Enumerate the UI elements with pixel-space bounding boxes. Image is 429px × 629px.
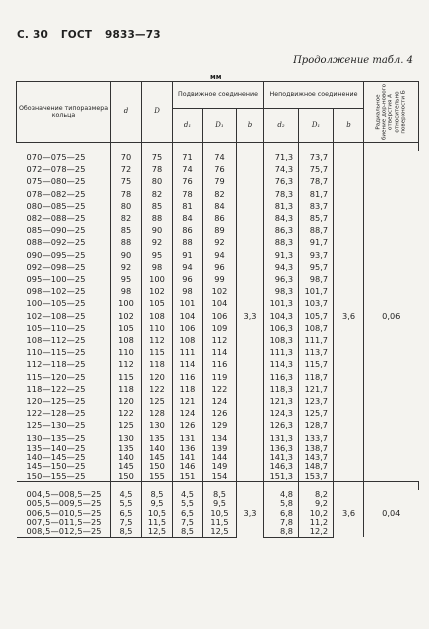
D1-fixed-value: 123,7: [299, 395, 334, 407]
D1-fixed-value: 111,7: [299, 334, 334, 346]
ring-size-designation: 004,5—008,5—25: [17, 490, 111, 499]
D-value: 118: [142, 358, 173, 370]
D1-fixed-value: 128,7: [299, 419, 334, 431]
d-value: 150: [111, 472, 142, 482]
standard-number: 9833—73: [104, 29, 161, 41]
D-value: 120: [142, 371, 173, 383]
D-value: 150: [142, 462, 173, 471]
D-value: 155: [142, 472, 173, 482]
d1-value: 126: [173, 419, 203, 431]
D-value: 110: [142, 322, 173, 334]
page-header: [17, 29, 170, 41]
d2-value: 124,3: [264, 407, 299, 419]
d-value: 118: [111, 383, 142, 395]
d-value: 70: [111, 151, 142, 163]
table-body: [17, 143, 419, 538]
ring-size-designation: 088—092—25: [17, 236, 111, 248]
D1-fixed-value: 95,7: [299, 261, 334, 273]
D1-fixed-value: 153,7: [299, 472, 334, 482]
d1-value: 7,5: [173, 518, 203, 527]
D1-fixed-value: 93,7: [299, 249, 334, 261]
d1-value: 124: [173, 407, 203, 419]
d-value: 100: [111, 297, 142, 309]
d2-value: 6,8: [264, 509, 299, 518]
d2-value: 94,3: [264, 261, 299, 273]
d-value: 145: [111, 462, 142, 471]
table-continuation-caption: Продолжение табл. 4: [293, 55, 413, 66]
ring-size-designation: 122—128—25: [17, 407, 111, 419]
D1-movable-value: 92: [203, 236, 237, 248]
d-value: 115: [111, 371, 142, 383]
D-value: 128: [142, 407, 173, 419]
ring-size-designation: 007,5—011,5—25: [17, 518, 111, 527]
ring-size-designation: 105—110—25: [17, 322, 111, 334]
ring-size-designation: 102—108—25: [17, 310, 111, 322]
d2-value: 5,8: [264, 499, 299, 508]
d2-value: 71,3: [264, 151, 299, 163]
ring-size-designation: 090—095—25: [17, 249, 111, 261]
ring-size-designation: 118—122—25: [17, 383, 111, 395]
D-value: 75: [142, 151, 173, 163]
D-value: 90: [142, 224, 173, 236]
d2-value: 86,3: [264, 224, 299, 236]
D-value: 88: [142, 212, 173, 224]
D-value: 102: [142, 285, 173, 297]
D1-fixed-value: 103,7: [299, 297, 334, 309]
D1-movable-value: 114: [203, 346, 237, 358]
d-value: 75: [111, 175, 142, 187]
D1-fixed-value: 81,7: [299, 188, 334, 200]
d-value: 85: [111, 224, 142, 236]
d-value: 8,5: [111, 527, 142, 537]
radial-runout-value: 0,04: [364, 490, 419, 537]
d2-value: 106,3: [264, 322, 299, 334]
d-value: 92: [111, 261, 142, 273]
ring-size-designation: 080—085—25: [17, 200, 111, 212]
D1-movable-value: 9,5: [203, 499, 237, 508]
D1-movable-value: 122: [203, 383, 237, 395]
d2-value: 7,8: [264, 518, 299, 527]
D1-movable-value: 82: [203, 188, 237, 200]
d2-value: 4,8: [264, 490, 299, 499]
ring-size-designation: 110—115—25: [17, 346, 111, 358]
d1-value: 131: [173, 432, 203, 444]
ring-size-designation: 130—135—25: [17, 432, 111, 444]
col-header-b-movable: b: [237, 109, 264, 143]
d1-value: 111: [173, 346, 203, 358]
D1-movable-value: 86: [203, 212, 237, 224]
d1-value: 146: [173, 462, 203, 471]
ring-size-designation: 135—140—25: [17, 444, 111, 453]
d-value: 95: [111, 273, 142, 285]
d1-value: 96: [173, 273, 203, 285]
D1-fixed-value: 148,7: [299, 462, 334, 471]
d2-value: 111,3: [264, 346, 299, 358]
D1-fixed-value: 8,2: [299, 490, 334, 499]
ring-size-designation: 108—112—25: [17, 334, 111, 346]
D1-movable-value: 76: [203, 163, 237, 175]
d-value: 122: [111, 407, 142, 419]
ring-size-designation: 078—082—25: [17, 188, 111, 200]
b-movable-value: 3,3: [237, 490, 264, 537]
ring-size-designation: 070—075—25: [17, 151, 111, 163]
d1-value: 84: [173, 212, 203, 224]
D-value: 11,5: [142, 518, 173, 527]
D1-fixed-value: 138,7: [299, 444, 334, 453]
d2-value: 8,8: [264, 527, 299, 537]
D1-movable-value: 84: [203, 200, 237, 212]
D-value: 100: [142, 273, 173, 285]
col-header-d2: d₂: [264, 109, 299, 143]
d2-value: 104,3: [264, 310, 299, 322]
d2-value: 91,3: [264, 249, 299, 261]
col-header-d1: d₁: [173, 109, 203, 143]
d-value: 98: [111, 285, 142, 297]
d2-value: 141,3: [264, 453, 299, 462]
standard-label: ГОСТ: [60, 29, 93, 41]
D1-fixed-value: 12,2: [299, 527, 334, 537]
d1-value: 5,5: [173, 499, 203, 508]
col-header-d: d: [111, 82, 142, 143]
D1-movable-value: 8,5: [203, 490, 237, 499]
d-value: 110: [111, 346, 142, 358]
table-header: [17, 82, 419, 143]
d-value: 4,5: [111, 490, 142, 499]
d1-value: 101: [173, 297, 203, 309]
ring-size-designation: 006,5—010,5—25: [17, 509, 111, 518]
D-value: 145: [142, 453, 173, 462]
D1-fixed-value: 118,7: [299, 371, 334, 383]
d1-value: 114: [173, 358, 203, 370]
d-value: 112: [111, 358, 142, 370]
d-value: 130: [111, 432, 142, 444]
D1-fixed-value: 10,2: [299, 509, 334, 518]
D-value: 130: [142, 419, 173, 431]
D1-fixed-value: 101,7: [299, 285, 334, 297]
D1-fixed-value: 98,7: [299, 273, 334, 285]
D1-fixed-value: 85,7: [299, 212, 334, 224]
col-header-name: Обозначение типоразмера кольца: [17, 82, 111, 143]
ring-size-designation: 082—088—25: [17, 212, 111, 224]
D-value: 95: [142, 249, 173, 261]
ring-size-designation: 150—155—25: [17, 472, 111, 482]
d-value: 5,5: [111, 499, 142, 508]
d-value: 78: [111, 188, 142, 200]
D1-fixed-value: 125,7: [299, 407, 334, 419]
D1-fixed-value: 73,7: [299, 151, 334, 163]
D1-movable-value: 79: [203, 175, 237, 187]
d1-value: 141: [173, 453, 203, 462]
d1-value: 108: [173, 334, 203, 346]
d2-value: 98,3: [264, 285, 299, 297]
D-value: 82: [142, 188, 173, 200]
D1-movable-value: 139: [203, 444, 237, 453]
d-value: 108: [111, 334, 142, 346]
table-row: [17, 151, 419, 163]
D1-movable-value: 124: [203, 395, 237, 407]
D1-fixed-value: 75,7: [299, 163, 334, 175]
radial-runout-value: 0,06: [364, 151, 419, 482]
d-value: 72: [111, 163, 142, 175]
D-value: 112: [142, 334, 173, 346]
d1-value: 104: [173, 310, 203, 322]
D1-movable-value: 119: [203, 371, 237, 383]
d-value: 6,5: [111, 509, 142, 518]
d1-value: 94: [173, 261, 203, 273]
D1-movable-value: 104: [203, 297, 237, 309]
D-value: 9,5: [142, 499, 173, 508]
col-header-D: D: [142, 82, 173, 143]
d1-value: 151: [173, 472, 203, 482]
d1-value: 106: [173, 322, 203, 334]
D1-fixed-value: 108,7: [299, 322, 334, 334]
D-value: 8,5: [142, 490, 173, 499]
D1-fixed-value: 88,7: [299, 224, 334, 236]
d2-value: 81,3: [264, 200, 299, 212]
ring-size-designation: 008,5—012,5—25: [17, 527, 111, 537]
ring-size-designation: 098—102—25: [17, 285, 111, 297]
D-value: 98: [142, 261, 173, 273]
ring-size-designation: 072—078—25: [17, 163, 111, 175]
d-value: 140: [111, 453, 142, 462]
d2-value: 88,3: [264, 236, 299, 248]
ring-size-designation: 140—145—25: [17, 453, 111, 462]
D1-fixed-value: 11,2: [299, 518, 334, 527]
d2-value: 101,3: [264, 297, 299, 309]
ring-size-designation: 115—120—25: [17, 371, 111, 383]
b-movable-value: 3,3: [237, 151, 264, 482]
page-number: С. 30: [17, 29, 48, 41]
d2-value: 114,3: [264, 358, 299, 370]
D1-movable-value: 96: [203, 261, 237, 273]
d2-value: 76,3: [264, 175, 299, 187]
b-fixed-value: 3,6: [334, 151, 364, 482]
spacer-row: [17, 143, 419, 152]
d1-value: 91: [173, 249, 203, 261]
d1-value: 71: [173, 151, 203, 163]
D1-movable-value: 154: [203, 472, 237, 482]
D1-fixed-value: 105,7: [299, 310, 334, 322]
d-value: 88: [111, 236, 142, 248]
d1-value: 6,5: [173, 509, 203, 518]
D1-movable-value: 10,5: [203, 509, 237, 518]
d1-value: 116: [173, 371, 203, 383]
D1-fixed-value: 115,7: [299, 358, 334, 370]
d2-value: 84,3: [264, 212, 299, 224]
ring-size-designation: 075—080—25: [17, 175, 111, 187]
D-value: 115: [142, 346, 173, 358]
D-value: 108: [142, 310, 173, 322]
ring-size-designation: 145—150—25: [17, 462, 111, 471]
D1-fixed-value: 113,7: [299, 346, 334, 358]
col-header-movable: Подвижное соединение: [173, 82, 264, 109]
d1-value: 8,5: [173, 527, 203, 537]
D-value: 78: [142, 163, 173, 175]
col-header-D1-fixed: D₁: [299, 109, 334, 143]
d-value: 102: [111, 310, 142, 322]
d2-value: 131,3: [264, 432, 299, 444]
D1-fixed-value: 83,7: [299, 200, 334, 212]
ring-size-designation: 095—100—25: [17, 273, 111, 285]
D1-movable-value: 11,5: [203, 518, 237, 527]
D1-movable-value: 99: [203, 273, 237, 285]
D1-movable-value: 89: [203, 224, 237, 236]
D1-fixed-value: 121,7: [299, 383, 334, 395]
d1-value: 74: [173, 163, 203, 175]
D1-fixed-value: 78,7: [299, 175, 334, 187]
ring-size-designation: 100—105—25: [17, 297, 111, 309]
b-fixed-value: 3,6: [334, 490, 364, 537]
d1-value: 98: [173, 285, 203, 297]
d-value: 125: [111, 419, 142, 431]
units-label: мм: [210, 73, 222, 81]
d-value: 80: [111, 200, 142, 212]
d-value: 135: [111, 444, 142, 453]
d1-value: 78: [173, 188, 203, 200]
dimensions-table: [16, 81, 419, 538]
d1-value: 81: [173, 200, 203, 212]
D1-fixed-value: 143,7: [299, 453, 334, 462]
D1-movable-value: 126: [203, 407, 237, 419]
d1-value: 121: [173, 395, 203, 407]
col-header-b-fixed: b: [334, 109, 364, 143]
D1-movable-value: 106: [203, 310, 237, 322]
D1-movable-value: 109: [203, 322, 237, 334]
D-value: 140: [142, 444, 173, 453]
D1-movable-value: 94: [203, 249, 237, 261]
D-value: 85: [142, 200, 173, 212]
d2-value: 146,3: [264, 462, 299, 471]
d2-value: 136,3: [264, 444, 299, 453]
d-value: 7,5: [111, 518, 142, 527]
d1-value: 76: [173, 175, 203, 187]
ring-size-designation: 085—090—25: [17, 224, 111, 236]
D-value: 92: [142, 236, 173, 248]
D1-movable-value: 129: [203, 419, 237, 431]
d2-value: 108,3: [264, 334, 299, 346]
D1-movable-value: 74: [203, 151, 237, 163]
d2-value: 126,3: [264, 419, 299, 431]
d1-value: 118: [173, 383, 203, 395]
D-value: 80: [142, 175, 173, 187]
D-value: 12,5: [142, 527, 173, 537]
D1-movable-value: 12,5: [203, 527, 237, 537]
d2-value: 96,3: [264, 273, 299, 285]
D1-fixed-value: 91,7: [299, 236, 334, 248]
d1-value: 4,5: [173, 490, 203, 499]
d2-value: 121,3: [264, 395, 299, 407]
col-header-D1-movable: D₁: [203, 109, 237, 143]
ring-size-designation: 092—098—25: [17, 261, 111, 273]
D1-movable-value: 134: [203, 432, 237, 444]
D-value: 125: [142, 395, 173, 407]
d-value: 120: [111, 395, 142, 407]
ring-size-designation: 112—118—25: [17, 358, 111, 370]
ring-size-designation: 005,5—009,5—25: [17, 499, 111, 508]
d1-value: 86: [173, 224, 203, 236]
D1-movable-value: 116: [203, 358, 237, 370]
d1-value: 136: [173, 444, 203, 453]
d2-value: 151,3: [264, 472, 299, 482]
D1-movable-value: 144: [203, 453, 237, 462]
D1-fixed-value: 9,2: [299, 499, 334, 508]
D-value: 105: [142, 297, 173, 309]
d1-value: 88: [173, 236, 203, 248]
D1-movable-value: 112: [203, 334, 237, 346]
D-value: 122: [142, 383, 173, 395]
d-value: 105: [111, 322, 142, 334]
D-value: 10,5: [142, 509, 173, 518]
d2-value: 118,3: [264, 383, 299, 395]
d2-value: 78,3: [264, 188, 299, 200]
ring-size-designation: 125—130—25: [17, 419, 111, 431]
D1-fixed-value: 133,7: [299, 432, 334, 444]
col-header-radial-runout: Радиальное биение дор-нового отверстия А относительно поверхности Б: [364, 82, 419, 143]
D1-movable-value: 102: [203, 285, 237, 297]
d2-value: 74,3: [264, 163, 299, 175]
D1-movable-value: 149: [203, 462, 237, 471]
d-value: 82: [111, 212, 142, 224]
d-value: 90: [111, 249, 142, 261]
ring-size-designation: 120—125—25: [17, 395, 111, 407]
d2-value: 116,3: [264, 371, 299, 383]
D-value: 135: [142, 432, 173, 444]
col-header-fixed: Неподвижное соединение: [264, 82, 364, 109]
